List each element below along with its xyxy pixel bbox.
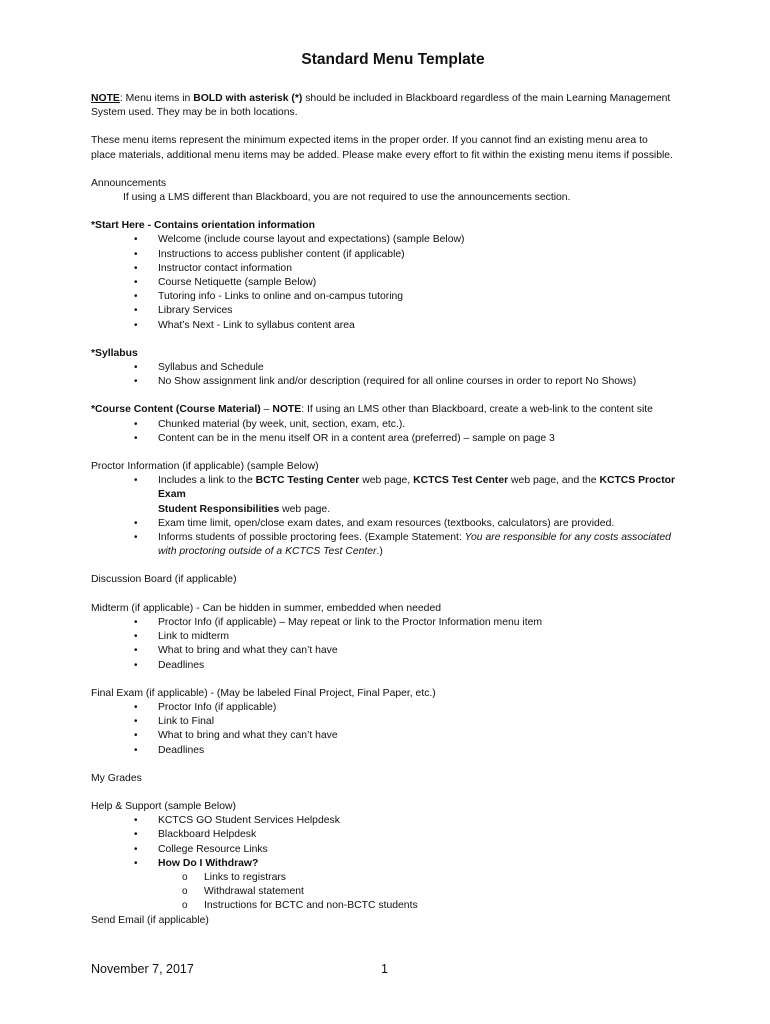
list-item-text: Instructions to access publisher content (if applicable) xyxy=(158,248,405,260)
list-item xyxy=(91,248,691,262)
text-run: .) xyxy=(376,546,383,558)
list-item xyxy=(91,276,691,290)
intro-line-1: These menu items represent the minimum expected items in the proper order. If you cannot find an existing menu area to xyxy=(91,135,648,147)
kctcs-proctor-exam-text: KCTCS Proctor Exam xyxy=(158,475,676,501)
list-item-text: Course Netiquette (sample Below) xyxy=(158,277,317,289)
example-statement-text-2: with proctoring outside of a KCTCS Test Center xyxy=(158,546,377,558)
list-item xyxy=(91,432,691,446)
text-run: Informs students of possible proctoring fees. (Example Statement: xyxy=(158,532,465,544)
my-grades-heading: My Grades xyxy=(91,772,142,784)
list-item xyxy=(91,857,691,871)
intro-paragraph xyxy=(91,134,691,162)
list-item-text: What to bring and what they can’t have xyxy=(158,645,338,657)
send-email-heading: Send Email (if applicable) xyxy=(91,914,209,926)
bullet-icon: • xyxy=(134,262,138,274)
bullet-icon: • xyxy=(134,701,138,713)
bullet-icon: • xyxy=(134,659,138,671)
bullet-icon: • xyxy=(134,645,138,657)
intro-line-2: place materials, additional menu items may be added. Please make every effort to fit within the existing menu items if possible. xyxy=(91,149,673,161)
list-item xyxy=(91,304,691,318)
list-item xyxy=(91,531,691,559)
help-support-heading: Help & Support (sample Below) xyxy=(91,800,236,812)
list-item xyxy=(91,517,691,531)
sub-list-item xyxy=(91,871,691,885)
bullet-icon: • xyxy=(134,376,138,388)
kctcs-test-center-text: KCTCS Test Center xyxy=(413,475,509,487)
list-item xyxy=(91,361,691,375)
start-here-heading xyxy=(91,219,691,233)
list-item xyxy=(91,828,691,842)
note-text-1: : Menu items in xyxy=(119,93,194,104)
bullet-icon: • xyxy=(134,248,138,260)
help-support-list xyxy=(91,814,691,913)
sub-list-item xyxy=(91,899,691,913)
bullet-icon: • xyxy=(134,291,138,303)
sub-list-item-text: Instructions for BCTC and non-BCTC students xyxy=(204,900,418,912)
list-item xyxy=(91,814,691,828)
note-bold-text: BOLD with asterisk (*) xyxy=(193,93,303,104)
bullet-icon: • xyxy=(134,234,138,246)
bullet-icon: • xyxy=(134,319,138,331)
announcements-heading: Announcements xyxy=(91,177,167,189)
bullet-icon: • xyxy=(134,305,138,317)
list-item-text: College Resource Links xyxy=(158,843,268,855)
list-item-text: Deadlines xyxy=(158,659,205,671)
proctor-heading: Proctor Information (if applicable) (sample Below) xyxy=(91,461,319,473)
list-item xyxy=(91,729,691,743)
bullet-icon: • xyxy=(134,744,138,756)
list-item-text: KCTCS GO Student Services Helpdesk xyxy=(158,815,340,827)
list-item xyxy=(91,843,691,857)
list-item-text: Chunked material (by week, unit, section, exam, etc.). xyxy=(158,418,406,430)
list-item-text: Tutoring info - Links to online and on-campus tutoring xyxy=(158,291,404,303)
footer-date: November 7, 2017 xyxy=(91,962,194,976)
circle-bullet-icon: o xyxy=(182,900,188,912)
list-item-text: Library Services xyxy=(158,305,233,317)
bullet-icon: • xyxy=(134,857,138,869)
syllabus-heading-text: *Syllabus xyxy=(91,347,138,359)
note-text-2: should be included in Blackboard regardless of the main Learning Management xyxy=(302,93,671,104)
proctor-list xyxy=(91,474,691,559)
bullet-icon: • xyxy=(134,730,138,742)
sub-list-item xyxy=(91,885,691,899)
text-run: Includes a link to the xyxy=(158,475,256,487)
bullet-icon: • xyxy=(134,277,138,289)
list-item-text: Welcome (include course layout and expectations) (sample Below) xyxy=(158,234,465,246)
course-content-list xyxy=(91,418,691,446)
circle-bullet-icon: o xyxy=(182,886,188,898)
start-here-heading-text: *Start Here - Contains orientation information xyxy=(91,220,315,232)
sub-list-item-text: Links to registrars xyxy=(204,871,286,883)
list-item xyxy=(91,659,691,673)
text-run: web page, and the xyxy=(508,475,600,487)
final-exam-heading: Final Exam (if applicable) - (May be labeled Final Project, Final Paper, etc.) xyxy=(91,687,436,699)
list-item xyxy=(91,474,691,517)
list-item-text: Proctor Info (if applicable) xyxy=(158,701,277,713)
list-item xyxy=(91,715,691,729)
list-item-text: What’s Next - Link to syllabus content area xyxy=(158,319,355,331)
how-do-i-withdraw-text: How Do I Withdraw? xyxy=(158,857,259,869)
note-paragraph xyxy=(91,92,691,120)
course-content-note-label: NOTE xyxy=(272,404,302,416)
bullet-icon: • xyxy=(134,631,138,643)
sub-list-item-text: Withdrawal statement xyxy=(204,886,304,898)
list-item-text: Blackboard Helpdesk xyxy=(158,829,257,841)
list-item-text: Deadlines xyxy=(158,744,205,756)
announcements-text: If using a LMS different than Blackboard, you are not required to use the announcements section. xyxy=(123,192,571,204)
list-item xyxy=(91,630,691,644)
document-page xyxy=(91,50,691,928)
list-item xyxy=(91,375,691,389)
list-item xyxy=(91,644,691,658)
bullet-icon: • xyxy=(134,418,138,430)
note-text-3: System used. They may be in both locations. xyxy=(91,107,298,119)
list-item xyxy=(91,262,691,276)
list-item-text: What to bring and what they can’t have xyxy=(158,730,338,742)
list-item-text: Content can be in the menu itself OR in a content area (preferred) – sample on page 3 xyxy=(158,432,555,444)
text-run: web page, xyxy=(359,475,414,487)
list-item xyxy=(91,290,691,304)
bullet-icon: • xyxy=(134,616,138,628)
bullet-icon: • xyxy=(134,362,138,374)
final-exam-list xyxy=(91,701,691,758)
bullet-icon: • xyxy=(134,815,138,827)
circle-bullet-icon: o xyxy=(182,871,188,883)
list-item-text: No Show assignment link and/or description (required for all online courses in order to report No Shows) xyxy=(158,376,637,388)
bullet-icon: • xyxy=(134,843,138,855)
course-content-dash: – xyxy=(260,404,273,416)
bullet-icon: • xyxy=(134,829,138,841)
list-item xyxy=(91,233,691,247)
list-item-text: Instructor contact information xyxy=(158,262,292,274)
example-statement-text: You are responsible for any costs associated xyxy=(464,532,671,544)
course-content-note-text: : If using an LMS other than Blackboard, create a web-link to the content site xyxy=(301,404,653,416)
student-responsibilities-text: Student Responsibilities xyxy=(158,503,280,515)
course-content-heading xyxy=(91,403,691,417)
list-item xyxy=(91,616,691,630)
text-run: web page. xyxy=(279,503,331,515)
syllabus-heading xyxy=(91,347,691,361)
list-item xyxy=(91,744,691,758)
bullet-icon: • xyxy=(134,532,138,544)
bullet-icon: • xyxy=(134,716,138,728)
page-title: Standard Menu Template xyxy=(301,51,485,68)
list-item-text: Proctor Info (if applicable) – May repeat or link to the Proctor Information menu item xyxy=(158,616,543,628)
list-item-text: Exam time limit, open/close exam dates, and exam resources (textbooks, calculators) are provided. xyxy=(158,517,615,529)
list-item xyxy=(91,319,691,333)
course-content-heading-text: *Course Content (Course Material) xyxy=(91,404,261,416)
list-item-text: Link to midterm xyxy=(158,631,230,643)
bullet-icon: • xyxy=(134,432,138,444)
list-item xyxy=(91,418,691,432)
bullet-icon: • xyxy=(134,517,138,529)
discussion-heading: Discussion Board (if applicable) xyxy=(91,574,237,586)
note-label: NOTE xyxy=(91,93,120,104)
syllabus-list xyxy=(91,361,691,389)
bullet-icon: • xyxy=(134,475,138,487)
start-here-list xyxy=(91,233,691,332)
list-item-text: Syllabus and Schedule xyxy=(158,362,264,374)
midterm-heading: Midterm (if applicable) - Can be hidden in summer, embedded when needed xyxy=(91,602,442,614)
list-item xyxy=(91,701,691,715)
list-item-text: Link to Final xyxy=(158,716,215,728)
bctc-testing-center-text: BCTC Testing Center xyxy=(255,475,360,487)
midterm-list xyxy=(91,616,691,673)
page-number: 1 xyxy=(381,962,388,976)
